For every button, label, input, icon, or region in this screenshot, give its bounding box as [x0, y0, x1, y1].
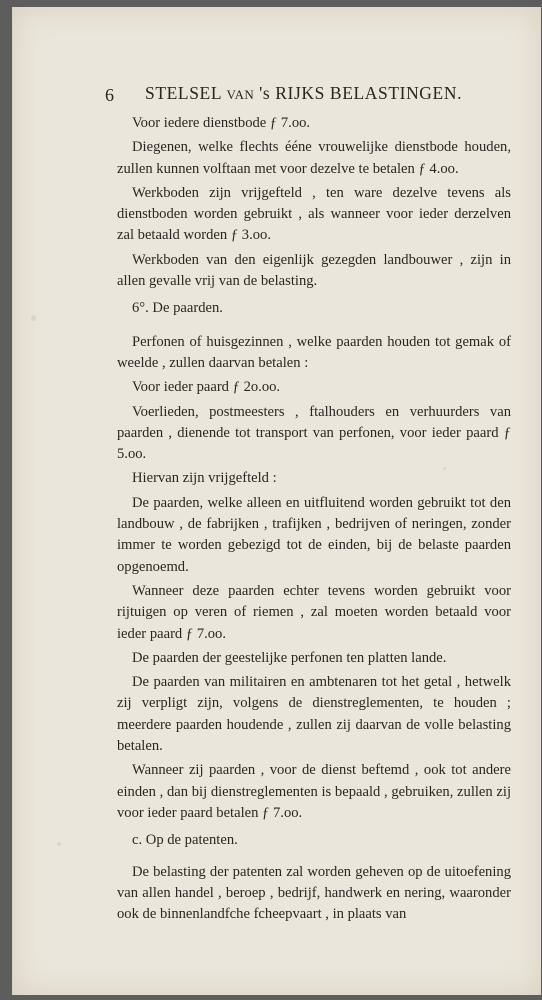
page-header [105, 79, 487, 109]
paragraph: Voor ieder paard ƒ 2o.oo. [132, 379, 281, 396]
paragraph: Diegenen, welke flechts ééne vrouwelijke dienstbode houden, zullen kunnen volftaan met voor dezelve te betalen ƒ 4.oo. [117, 139, 511, 177]
paper-stain [31, 315, 36, 321]
paper-stain [57, 842, 61, 846]
paragraph: Voor iedere dienstbode ƒ 7.oo. [132, 115, 311, 131]
paragraph: Werkboden zijn vrijgefteld , ten ware dezelve tevens als dienstboden worden gebruikt , als wanneer voor ieder derzelven zal betaald worden ƒ 3.oo. [117, 184, 511, 244]
paragraph: Voerlieden, postmeesters , ftalhouders en verhuurders van paarden , dienende tot transport van perfonen, voor ieder paard ƒ 5.oo. [117, 403, 511, 463]
running-head-part: STELSEL [145, 83, 222, 103]
paragraph: Perfonen of huisgezinnen , welke paarden houden tot gemak of weelde , zullen daarvan betalen : [117, 333, 511, 371]
paragraph: De paarden, welke alleen en uitfluitend worden gebruikt tot den landbouw , de fabrijken , trafijken , bedrijven of neringen, zonder immer te worden gebezigd tot de einden, bij de belaste paarden opgenoemd. [117, 494, 511, 575]
running-head [145, 83, 485, 104]
page-number: 6 [105, 85, 114, 105]
paragraph: Werkboden van den eigenlijk gezegden landbouwer , zijn in allen gevalle vrij van de belasting. [117, 251, 511, 290]
paragraph: De paarden der geestelijke perfonen ten platten lande. [132, 649, 447, 666]
paragraph: Wanneer deze paarden echter tevens worden gebruikt voor rijtuigen op veren of riemen , zal moeten worden betaald voor ieder paard ƒ 7.oo. [117, 582, 511, 642]
paragraph: Wanneer zij paarden , voor de dienst beftemd , ook tot andere einden , dan bij dienstreglementen is bepaald , gebruiken, zullen zij voor ieder paard betalen ƒ 7.oo. [117, 762, 511, 821]
running-head-part: VAN [226, 87, 255, 102]
paragraph: De paarden van militairen en ambtenaren tot het getal , hetwelk zij verpligt zijn, volgens de dienstreglementen, te houden ; meerdere paarden houdende , zullen zij daarvan de volle belasting betalen. [117, 674, 511, 755]
paragraph: Hiervan zijn vrijgefteld : [132, 470, 277, 487]
section-heading: 6°. De paarden. [132, 300, 223, 317]
running-head-part: 's RIJKS BELASTINGEN. [259, 83, 463, 103]
paragraph: De belasting der patenten zal worden geheven op de uitoefening van allen handel , beroep , bedrijf, handwerk en nering, waaronder ook de binnenlandfche fcheepvaart , in plaats van [117, 863, 511, 923]
section-heading: c. Op de patenten. [132, 832, 238, 849]
page-body [117, 113, 511, 928]
